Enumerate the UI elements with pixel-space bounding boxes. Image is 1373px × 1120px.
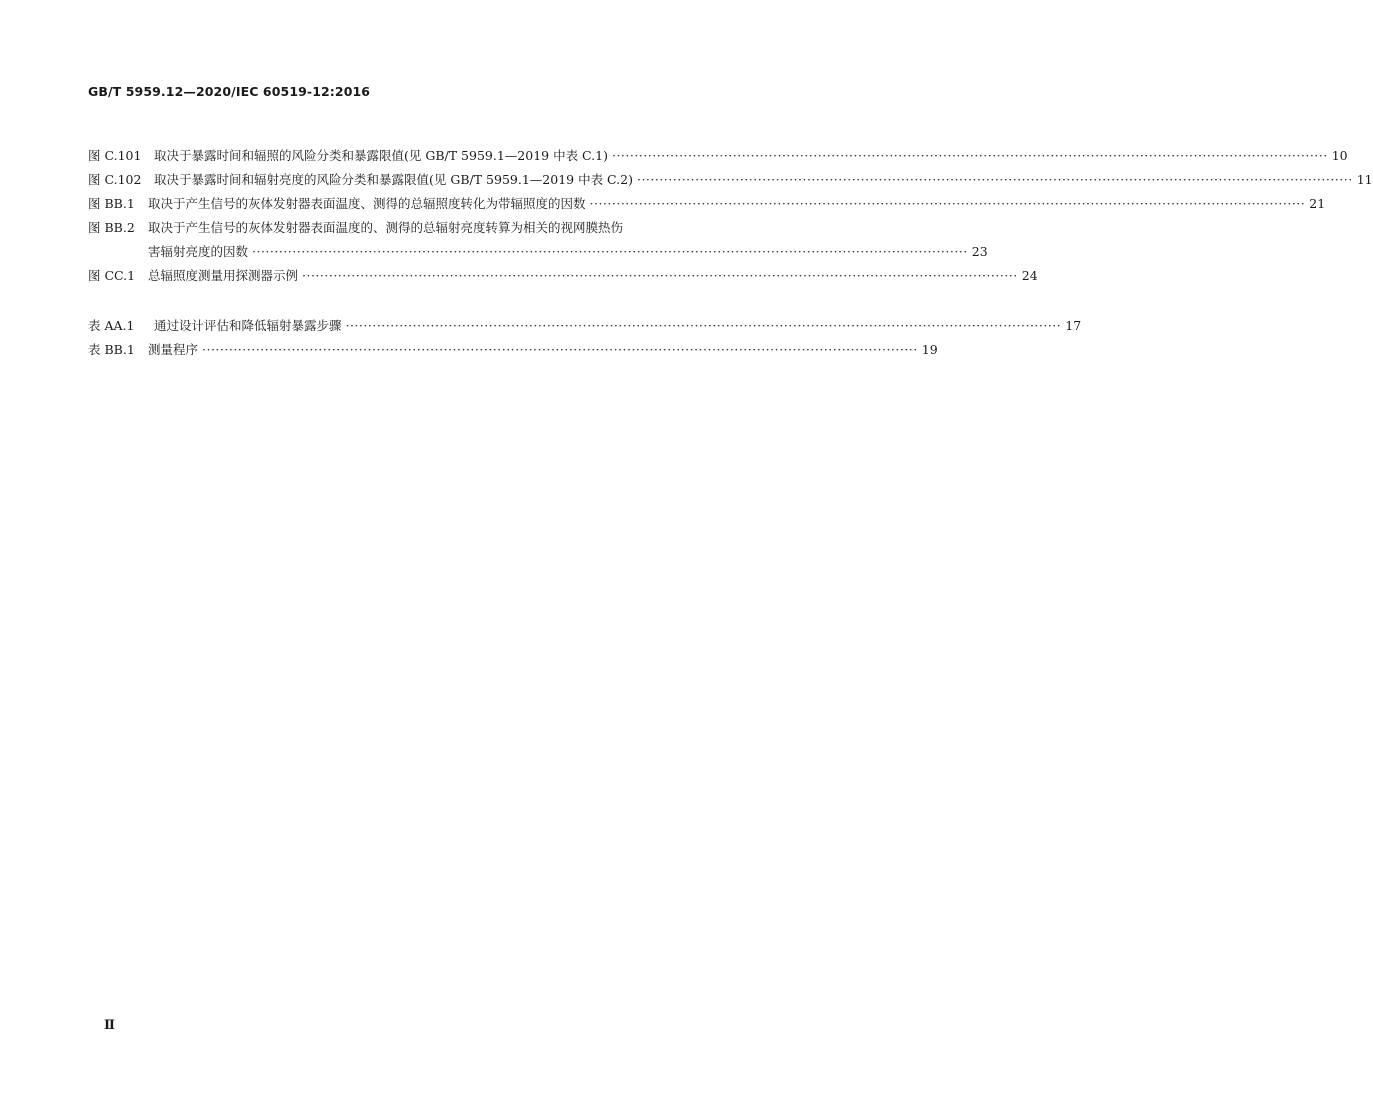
dot-leader [612,144,1328,168]
toc-entry-continuation[interactable] [88,240,988,264]
toc-entry[interactable] [88,168,1373,192]
figure-title: 取决于暴露时间和辐射亮度的风险分类和暴露限值(见 GB/T 5959.1—2019 中表 C.2) [154,172,633,187]
toc-entry[interactable] [88,216,704,240]
table-list [88,314,1082,362]
figure-number: 图 C.102 [88,172,142,187]
table-title: 测量程序 [148,342,199,357]
figure-number: 图 CC.1 [88,268,136,283]
dot-leader [637,168,1353,192]
figure-list [88,144,1373,288]
toc-entry[interactable] [88,264,1038,288]
figure-title-continued: 害辐射亮度的因数 [148,244,249,259]
table-number: 表 AA.1 [88,318,135,333]
page-number: 24 [1021,268,1038,283]
page-number: 10 [1331,148,1348,163]
figure-title: 总辐照度测量用探测器示例 [148,268,299,283]
page-number: 21 [1309,196,1326,211]
dot-leader [202,338,918,362]
figure-title: 取决于产生信号的灰体发射器表面温度的、测得的总辐射亮度转算为相关的视网膜热伤 [148,220,624,235]
dot-leader [302,264,1018,288]
toc-entry[interactable] [88,338,938,362]
table-number: 表 BB.1 [88,342,135,357]
figure-title: 取决于产生信号的灰体发射器表面温度、测得的总辐照度转化为带辐照度的因数 [148,196,586,211]
dot-leader [346,314,1062,338]
dot-leader [590,192,1306,216]
toc-entry[interactable] [88,192,1326,216]
page-number: 23 [971,244,988,259]
roman-page-number: Ⅱ [104,1018,115,1033]
figure-title: 取决于暴露时间和辐照的风险分类和暴露限值(见 GB/T 5959.1—2019 中表 C.1) [154,148,608,163]
figure-number: 图 BB.1 [88,196,135,211]
standard-code-header: GB/T 5959.12—2020/IEC 60519-12:2016 [88,84,371,99]
figure-number: 图 BB.2 [88,220,135,235]
page-number: 11 [1356,172,1373,187]
page-number: 17 [1065,318,1082,333]
page-number: 19 [921,342,938,357]
toc-entry[interactable] [88,144,1348,168]
figure-number: 图 C.101 [88,148,142,163]
dot-leader [252,240,968,264]
table-title: 通过设计评估和降低辐射暴露步骤 [154,318,342,333]
toc-entry[interactable] [88,314,1082,338]
